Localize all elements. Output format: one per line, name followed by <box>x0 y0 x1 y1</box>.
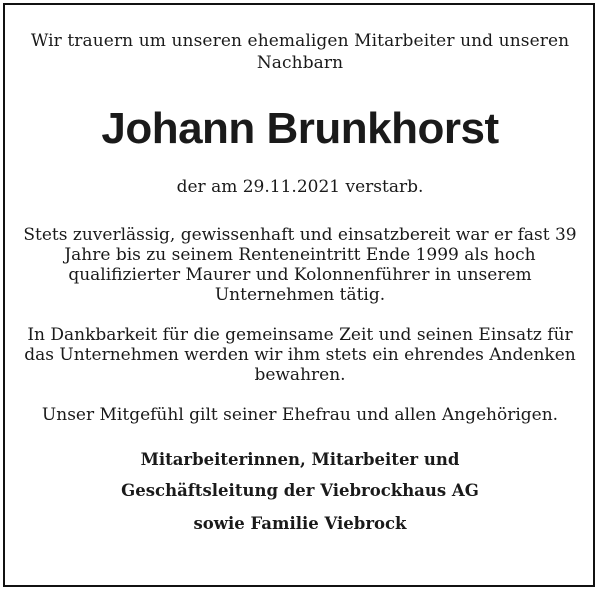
deceased-name: Johann Brunkhorst <box>101 104 499 153</box>
obituary-notice <box>22 30 578 539</box>
signature-line-1: Mitarbeiterinnen, Mitarbeiter und <box>140 450 460 469</box>
death-date-line: der am 29.11.2021 verstarb. <box>176 177 424 197</box>
intro-text: Wir trauern um unseren ehemaligen Mitarbeiter und unseren Nachbarn <box>30 31 570 73</box>
signature-line-3: sowie Familie Viebrock <box>193 514 407 533</box>
tribute-paragraph: Stets zuverlässig, gewissenhaft und einsatzbereit war er fast 39 Jahre bis zu seinem Renteneintritt Ende 1999 als hoch qualifizierter Maurer und Kolonnenführer in unserem Unternehmen tätig. <box>23 225 577 305</box>
condolence-paragraph: Unser Mitgefühl gilt seiner Ehefrau und allen Angehörigen. <box>41 405 559 425</box>
gratitude-paragraph: In Dankbarkeit für die gemeinsame Zeit und seinen Einsatz für das Unternehmen werden wir ihm stets ein ehrendes Andenken bewahren. <box>24 325 576 385</box>
signature-line-2: Geschäftsleitung der Viebrockhaus AG <box>121 481 479 500</box>
